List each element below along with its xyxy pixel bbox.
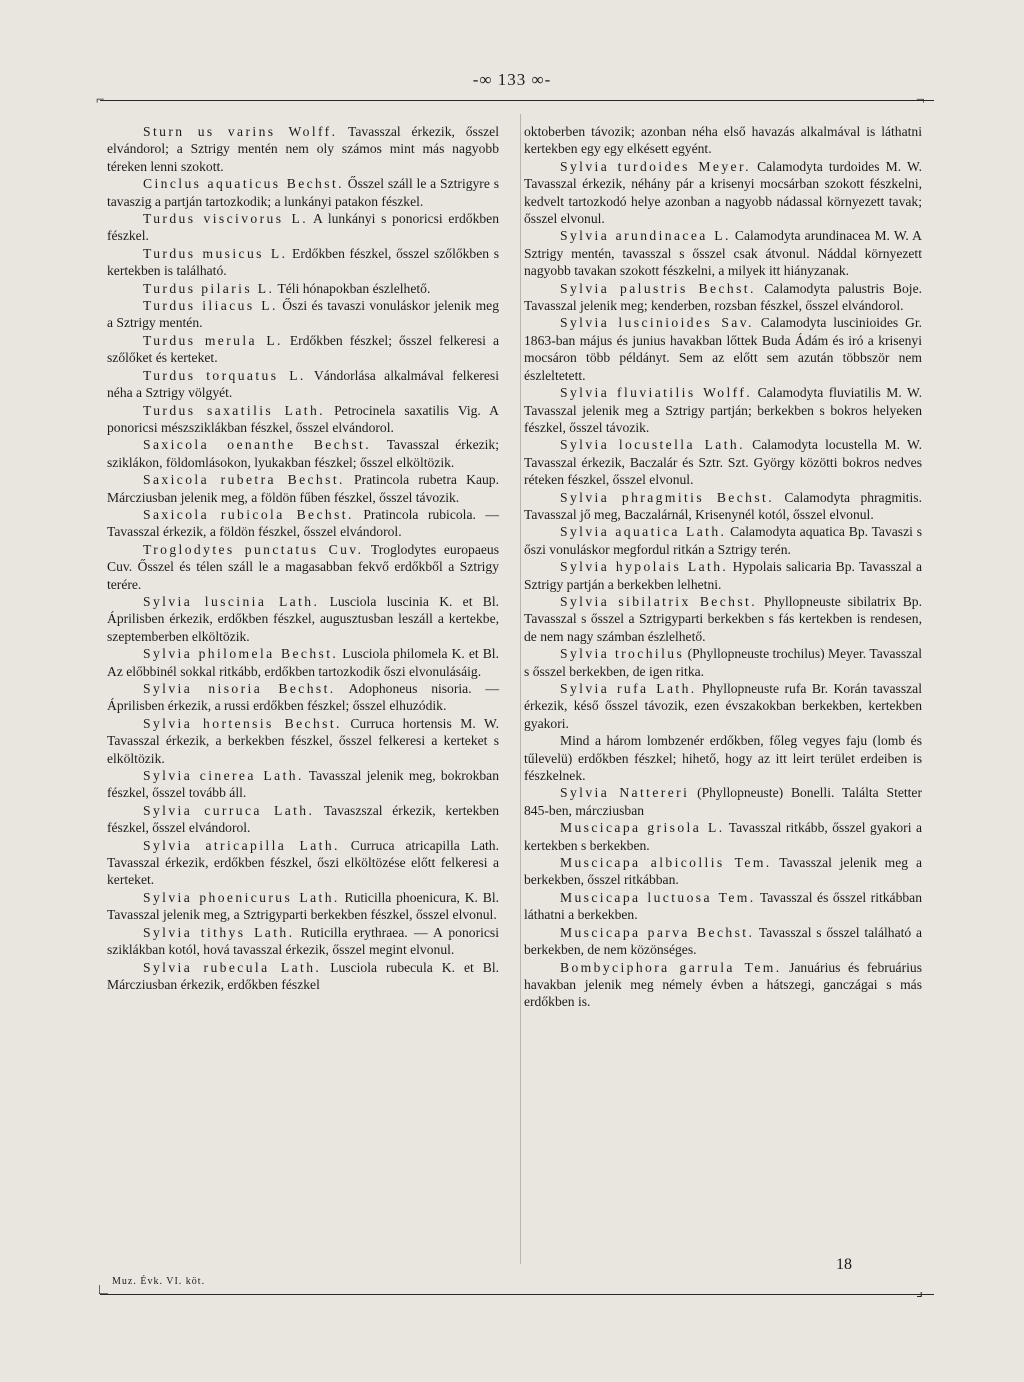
species-description: Téli hónapokban észlelhető. (277, 280, 431, 296)
species-entry (524, 436, 922, 488)
species-name: Turdus viscivorus L. (143, 211, 309, 227)
species-name: Saxicola rubetra Bechst. (143, 472, 345, 488)
species-name: Sylvia palustris Bechst. (560, 280, 756, 296)
species-description: Calamodyta phragmitis. Tavasszal jő meg, Baczalárnál, Krisenynél kotól, ősszel elvonul. (524, 489, 922, 522)
species-description: Troglodytes europaeus Cuv. Ősszel és télen száll le a magasabban fekvő erdőkből a Sztrigy terére. (107, 541, 499, 592)
species-name: Sylvia turdoides Meyer. (560, 158, 751, 174)
species-description: Ősszel száll le a Sztrigyre s tavaszig a partján tartozkodik; a lunkányi patakon fészkel. (107, 176, 499, 209)
species-entry (107, 837, 499, 889)
species-entry (524, 784, 922, 819)
species-name: Sylvia luscinioides Sav. (560, 315, 754, 331)
species-entry (107, 210, 499, 245)
species-name: Sylvia nisoria Bechst. (143, 681, 336, 696)
species-entry (107, 802, 499, 837)
species-name: Sylvia Nattereri (560, 785, 690, 801)
species-description: Tavasszal érkezik; sziklákon, földomlásokon, lyukakban fészkel; ősszel elköltözik. (107, 437, 499, 470)
page-number-header: -∞ 133 ∞- (472, 70, 552, 89)
species-description: Tavasszal jelenik meg, bokrokban fészkel, ősszel tovább áll. (107, 768, 499, 801)
species-description: Phyllopneuste rufa Br. Korán tavasszal érkezik, késő ősszel távozik, ezen évszakokban berkekben, kertekben gyakori. (524, 681, 922, 731)
species-description: Tavasszal érkezik, ősszel elvándorol; a Sztrigy mentén nem oly számos mint más nagyobb téreken lenni szokott. (107, 124, 499, 174)
corner-ornament-top-left: ⌐ (96, 92, 105, 108)
species-name: Sylvia phoenicurus Lath. (143, 889, 340, 905)
species-name: Turdus merula L. (143, 332, 283, 348)
species-name: Saxicola oenanthe Bechst. (143, 437, 372, 453)
species-entry (107, 645, 499, 680)
species-description: Tavasszal s ősszel található a berkekben, de nem közönséges. (524, 924, 922, 958)
species-entry (107, 680, 499, 715)
species-description: Curruca atricapilla Lath. Tavasszal érkezik, erdőkben fészkel, őszi elköltözése előtt felkeresi a kerteket. (107, 837, 500, 888)
species-description: Ruticilla phoenicura, K. Bl. Tavasszal jelenik meg, a Sztrigyparti berkekben fészkel, ősszel elvonul. (107, 889, 499, 923)
species-description: Calamodyta fluviatilis M. W. Tavasszal jelenik meg a Sztrigy partján; berkekben s bokros helyeken fészkel, ősszel távozik. (524, 385, 922, 435)
species-entry (107, 332, 499, 367)
species-entry (524, 593, 922, 645)
species-name: Sylvia luscinia Lath. (143, 593, 320, 609)
species-name: Sylvia curruca Lath. (143, 802, 315, 818)
species-name: Muscicapa albicollis Tem. (560, 855, 772, 871)
species-name: Sylvia tithys Lath. (143, 924, 295, 940)
species-name: Sturn us varins Wolff. (143, 124, 338, 139)
species-entry (107, 767, 499, 802)
species-description: Calamodyta turdoides M. W. Tavasszal érkezik, néhány pár a krisenyi mocsárban szokott fészkelni, kedvelt tartozkodó helye azonban a nagyobb nádassal környezett tavak; ősszel elvonul. (524, 158, 922, 227)
species-entry (107, 959, 499, 994)
species-name: Turdus torquatus L. (143, 367, 306, 383)
species-name: Muscicapa parva Bechst. (560, 924, 755, 940)
species-entry (524, 280, 922, 315)
species-entry (107, 506, 499, 541)
corner-ornament-bottom-left: ∟ (96, 1282, 111, 1298)
column-divider (520, 114, 521, 1264)
species-name: Cinclus aquaticus Bechst. (143, 176, 344, 192)
species-name: Sylvia hortensis Bechst. (143, 715, 342, 731)
right-column (524, 123, 922, 1011)
species-entry (524, 523, 922, 558)
species-description: Erdőkben fészkel; ősszel felkeresi a szőlőket és kerteket. (107, 332, 499, 366)
species-entry (524, 732, 922, 784)
species-description: Calamodyta locustella M. W. Tavasszal érkezik, Baczalár és Sztr. Szt. György közötti bokros nedves réteken fészkel, ősszel elvonul. (524, 437, 922, 488)
species-name: Sylvia cinerea Lath. (143, 768, 304, 784)
species-name: Turdus musicus L. (143, 245, 288, 261)
species-description: Tavasszal jelenik meg a berkekben, ősszel ritkábban. (524, 855, 922, 888)
species-name: Sylvia phragmitis Bechst. (560, 489, 775, 505)
species-description: Calamodyta aquatica Bp. Tavaszi s őszi vonuláskor megfordul ritkán a Sztrigy terén. (524, 524, 923, 557)
species-name: Sylvia fluviatilis Wolff. (560, 385, 753, 401)
species-entry (107, 402, 499, 437)
species-description: Lusciola rubecula K. et Bl. Márcziusban érkezik, erdőkben fészkel (107, 959, 499, 992)
species-name: Sylvia hypolais Lath. (560, 559, 729, 575)
species-description: Lusciola luscinia K. et Bl. Áprilisben érkezik, erdőkben fészkel, augusztusban leszáll a kertekbe, szeptemberben elköltözik. (107, 593, 500, 644)
species-name: Sylvia trochilus (560, 646, 685, 662)
species-description: Pratincola rubetra Kaup. Márcziusban jelenik meg, a földön fűben fészkel, ősszel távozik. (107, 472, 499, 505)
left-column (107, 123, 499, 993)
species-description: Lusciola philomela K. et Bl. Az előbbinél sokkal ritkább, erdőkben tartozkodik őszi elvonulásáig. (107, 646, 499, 679)
species-description: Calamodyta luscinioides Gr. 1863-ban május és junius havakban lőttek Buda Ádám és iró a krisenyi mocsáron több példányt. Sem az előtt sem azután többször nem észleltetett. (524, 315, 922, 383)
species-description: Mind a három lombzenér erdőkben, főleg vegyes faju (lomb és tűlevelü) erdőkben fészkel; hihető, hogy az itt leirt terület erdeiben is fészkelnek. (524, 733, 922, 784)
corner-ornament-bottom-right: ⌟ (916, 1284, 924, 1300)
species-description: Januárius és februárius havakban jelenik meg némely évben a hátszegi, ganczágai s más erdőkben is. (524, 959, 922, 1010)
species-name: Sylvia rufa Lath. (560, 681, 697, 696)
species-entry (524, 384, 922, 436)
species-entry (107, 280, 499, 297)
species-entry (107, 436, 499, 471)
header-rule (100, 100, 934, 101)
species-description: Adophoneus nisoria. —Áprilisben érkezik, a russi erdőkben fészkel; ősszel elhuzódik. (107, 681, 499, 714)
species-entry (524, 489, 922, 524)
species-name: Sylvia rubecula Lath. (143, 959, 322, 975)
footer-rule (100, 1294, 934, 1295)
species-name: Troglodytes punctatus Cuv. (143, 541, 364, 557)
species-name: Sylvia aquatica Lath. (560, 524, 727, 540)
species-entry (524, 158, 922, 228)
species-name: Bombyciphora garrula Tem. (560, 959, 782, 975)
species-entry (107, 593, 499, 645)
species-description: Ruticilla erythraea. — A ponoricsi sziklákban kotól, hová tavasszal érkezik, ősszel megint elvonul. (107, 924, 499, 958)
species-entry (107, 541, 499, 593)
species-name: Sylvia sibilatrix Bechst. (560, 593, 758, 609)
species-description: oktoberben távozik; azonban néha első havazás alkalmával is láthatni kertekben egy egy elkésett egyént. (524, 124, 922, 157)
species-entry (524, 924, 922, 959)
species-name: Muscicapa grisola L. (560, 820, 725, 836)
species-name: Sylvia atricapilla Lath. (143, 837, 340, 853)
species-entry (524, 819, 922, 854)
species-entry (524, 680, 922, 732)
species-description: Vándorlása alkalmával felkeresi néha a Sztrigy völgyét. (107, 367, 499, 401)
species-name: Sylvia arundinacea L. (560, 228, 731, 244)
species-name: Saxicola rubicola Bechst. (143, 506, 354, 522)
species-description: (Phyllopneuste trochilus) Meyer. Tavasszal s ősszel berkekben, de igen ritka. (524, 646, 922, 679)
corner-ornament-top-right: ¬ (916, 92, 925, 108)
species-entry (524, 123, 922, 158)
species-name: Turdus iliacus L. (143, 298, 278, 314)
species-description: Curruca hortensis M. W. Tavasszal érkezik, a berkekben fészkel, ősszel felkeresi a kerteket s elköltözik. (107, 715, 499, 766)
species-entry (107, 715, 499, 767)
species-entry (107, 367, 499, 402)
species-description: Petrocinela saxatilis Vig. A ponoricsi mészsziklákban fészkel, ősszel elvándorol. (107, 402, 499, 435)
species-description: Őszi és tavaszi vonuláskor jelenik meg a Sztrigy mentén. (107, 298, 499, 331)
species-entry (107, 297, 499, 332)
signature-number: 18 (836, 1256, 852, 1273)
species-description: Tavaszszal érkezik, kertekben fészkel, ősszel elvándorol. (107, 802, 499, 836)
species-description: Hypolais salicaria Bp. Tavasszal a Sztrigy partján a berkekben lelhetni. (524, 559, 923, 592)
species-entry (107, 175, 499, 210)
species-name: Muscicapa luctuosa Tem. (560, 889, 756, 905)
species-entry (107, 123, 499, 175)
species-entry (524, 227, 922, 279)
species-entry (524, 959, 922, 1011)
species-name: Sylvia philomela Bechst. (143, 646, 339, 662)
species-entry (107, 245, 499, 280)
species-entry (524, 314, 922, 384)
species-entry (107, 889, 499, 924)
species-description: Phyllopneuste sibilatrix Bp. Tavasszal s ősszel a Sztrigyparti berkekben s fás kertekben is rendesen, de nem nagy számban észlelhető. (524, 593, 922, 644)
species-name: Turdus pilaris L. (143, 280, 275, 296)
species-name: Sylvia locustella Lath. (560, 437, 745, 453)
species-entry (107, 471, 499, 506)
species-description: Tavasszal és ősszel ritkábban láthatni a berkekben. (524, 889, 923, 923)
species-entry (524, 558, 922, 593)
species-description: Tavasszal ritkább, ősszel gyakori a kertekben s berkekben. (524, 820, 922, 853)
species-description: A lunkányi s ponoricsi erdőkben fészkel. (107, 211, 499, 244)
species-name: Turdus saxatilis Lath. (143, 402, 325, 418)
species-entry (524, 645, 922, 680)
species-description: Calamodyta palustris Boje. Tavasszal jelenik meg; kenderben, rozsban fészkel, ősszel elvándorol. (524, 280, 922, 314)
species-description: (Phyllopneuste) Bonelli. Találta Stetter 845-ben, márcziusban (524, 785, 922, 818)
species-description: Calamodyta arundinacea M. W. A Sztrigy mentén, tavasszal s ősszel csak átvonul. Náddal környezett nagyobb tavakan szokott fészkelni, a milyek itt hiányzanak. (524, 228, 922, 279)
species-description: Pratincola rubicola. — Tavasszal érkezik, a földön fészkel, ősszel elvándorol. (107, 506, 499, 540)
journal-footer: Muz. Évk. VI. köt. (112, 1276, 206, 1287)
species-entry (107, 924, 499, 959)
species-description: Erdőkben fészkel, ősszel szőlőkben s kertekben is található. (107, 245, 499, 279)
species-entry (524, 889, 922, 924)
species-entry (524, 854, 922, 889)
